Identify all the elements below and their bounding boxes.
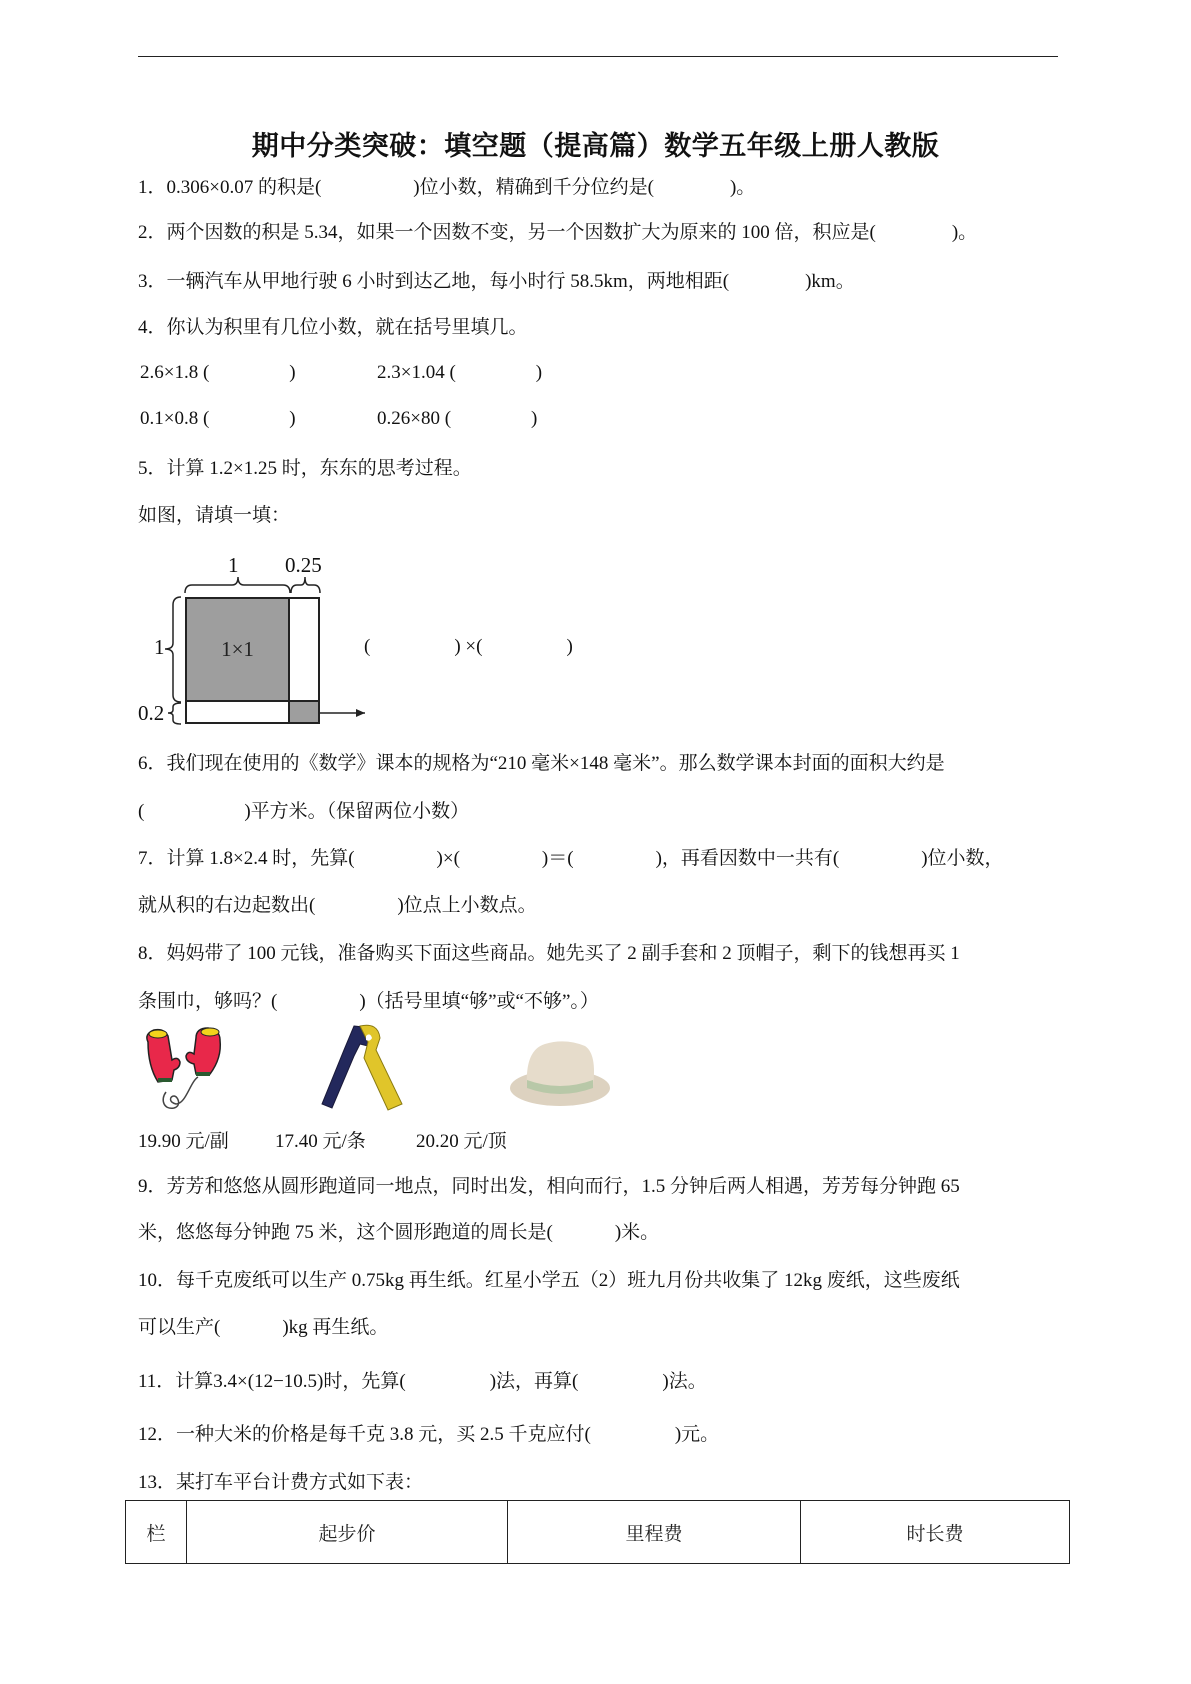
width-label-1: 1: [228, 553, 239, 577]
table-header-cell: 起步价: [187, 1501, 508, 1564]
question-5: 5．计算 1.2×1.25 时，东东的思考过程。: [138, 458, 472, 479]
q4-item: 2.6×1.8 ( ): [140, 362, 296, 383]
question-10: 10．每千克废纸可以生产 0.75kg 再生纸。红星小学五（2）班九月份共收集了 12kg 废纸，这些废纸: [138, 1270, 960, 1291]
bottom-strip: [185, 702, 290, 724]
area-model-diagram: [140, 555, 370, 730]
table-header-cell: 栏: [126, 1501, 187, 1564]
q4-item: 0.26×80 ( ): [377, 408, 538, 429]
question-1: 1．0.306×0.07 的积是( )位小数，精确到千分位约是( )。: [138, 177, 756, 198]
q4-item: 2.3×1.04 ( ): [377, 362, 543, 383]
table-row: [126, 1501, 1070, 1564]
question-3: 3．一辆汽车从甲地行驶 6 小时到达乙地，每小时行 58.5km，两地相距( )km。: [138, 271, 855, 292]
right-strip: [290, 597, 320, 702]
question-8-cont: 条围巾，够吗？( )（括号里填“够”或“不够”。）: [138, 991, 599, 1012]
question-13: 13．某打车平台计费方式如下表：: [138, 1472, 424, 1493]
scarf-price: 17.40 元/条: [275, 1131, 366, 1152]
q4-item: 0.1×0.8 ( ): [140, 408, 296, 429]
question-9-cont: 米，悠悠每分钟跑 75 米，这个圆形跑道的周长是( )米。: [138, 1222, 660, 1243]
height-label-1: 1: [154, 635, 165, 659]
mittens-price: 19.90 元/副: [138, 1131, 229, 1152]
hat-price: 20.20 元/顶: [416, 1131, 507, 1152]
question-2: 2．两个因数的积是 5.34，如果一个因数不变，另一个因数扩大为原来的 100 倍，积应是( )。: [138, 222, 978, 243]
goods-images: [0, 1020, 1191, 1120]
question-10-cont: 可以生产( )kg 再生纸。: [138, 1317, 389, 1338]
unit-square-label: 1×1: [221, 637, 254, 661]
height-label-02: 0.2: [138, 701, 165, 725]
width-label-025: 0.25: [285, 553, 322, 577]
hat-icon: [505, 1030, 615, 1115]
question-7-cont: 就从积的右边起数出( )位点上小数点。: [138, 895, 537, 916]
header-rule: [138, 56, 1058, 57]
table-header-cell: 时长费: [801, 1501, 1070, 1564]
table-header-cell: 里程费: [508, 1501, 801, 1564]
question-11: 11．计算3.4×(12−10.5)时，先算( )法，再算( )法。: [138, 1371, 707, 1392]
question-6: 6．我们现在使用的《数学》课本的规格为“210 毫米×148 毫米”。那么数学课本封面的面积大约是: [138, 753, 945, 774]
q5-answer: ( ) ×( ): [364, 636, 573, 657]
question-9: 9．芳芳和悠悠从圆形跑道同一地点，同时出发，相向而行，1.5 分钟后两人相遇，芳芳每分钟跑 65: [138, 1176, 960, 1197]
question-12: 12．一种大米的价格是每千克 3.8 元，买 2.5 千克应付( )元。: [138, 1424, 720, 1445]
question-7: 7．计算 1.8×2.4 时，先算( )×( )＝( )，再看因数中一共有( )位小数，: [138, 848, 1004, 869]
question-4: 4．你认为积里有几位小数，就在括号里填几。: [138, 317, 528, 338]
q5-subtext: 如图，请填一填：: [138, 505, 291, 526]
fee-table: [125, 1500, 1070, 1564]
question-8: 8．妈妈带了 100 元钱，准备购买下面这些商品。她先买了 2 副手套和 2 顶帽子，剩下的钱想再买 1: [138, 943, 960, 964]
corner-square: [290, 702, 320, 724]
scarf-icon: [318, 1022, 408, 1117]
q11-expression: 3.4×(12−10.5): [213, 1371, 324, 1392]
page-title: 期中分类突破：填空题（提高篇）数学五年级上册人教版: [251, 131, 940, 162]
mittens-icon: [138, 1022, 238, 1117]
question-6-cont: ( )平方米。（保留两位小数）: [138, 801, 470, 822]
